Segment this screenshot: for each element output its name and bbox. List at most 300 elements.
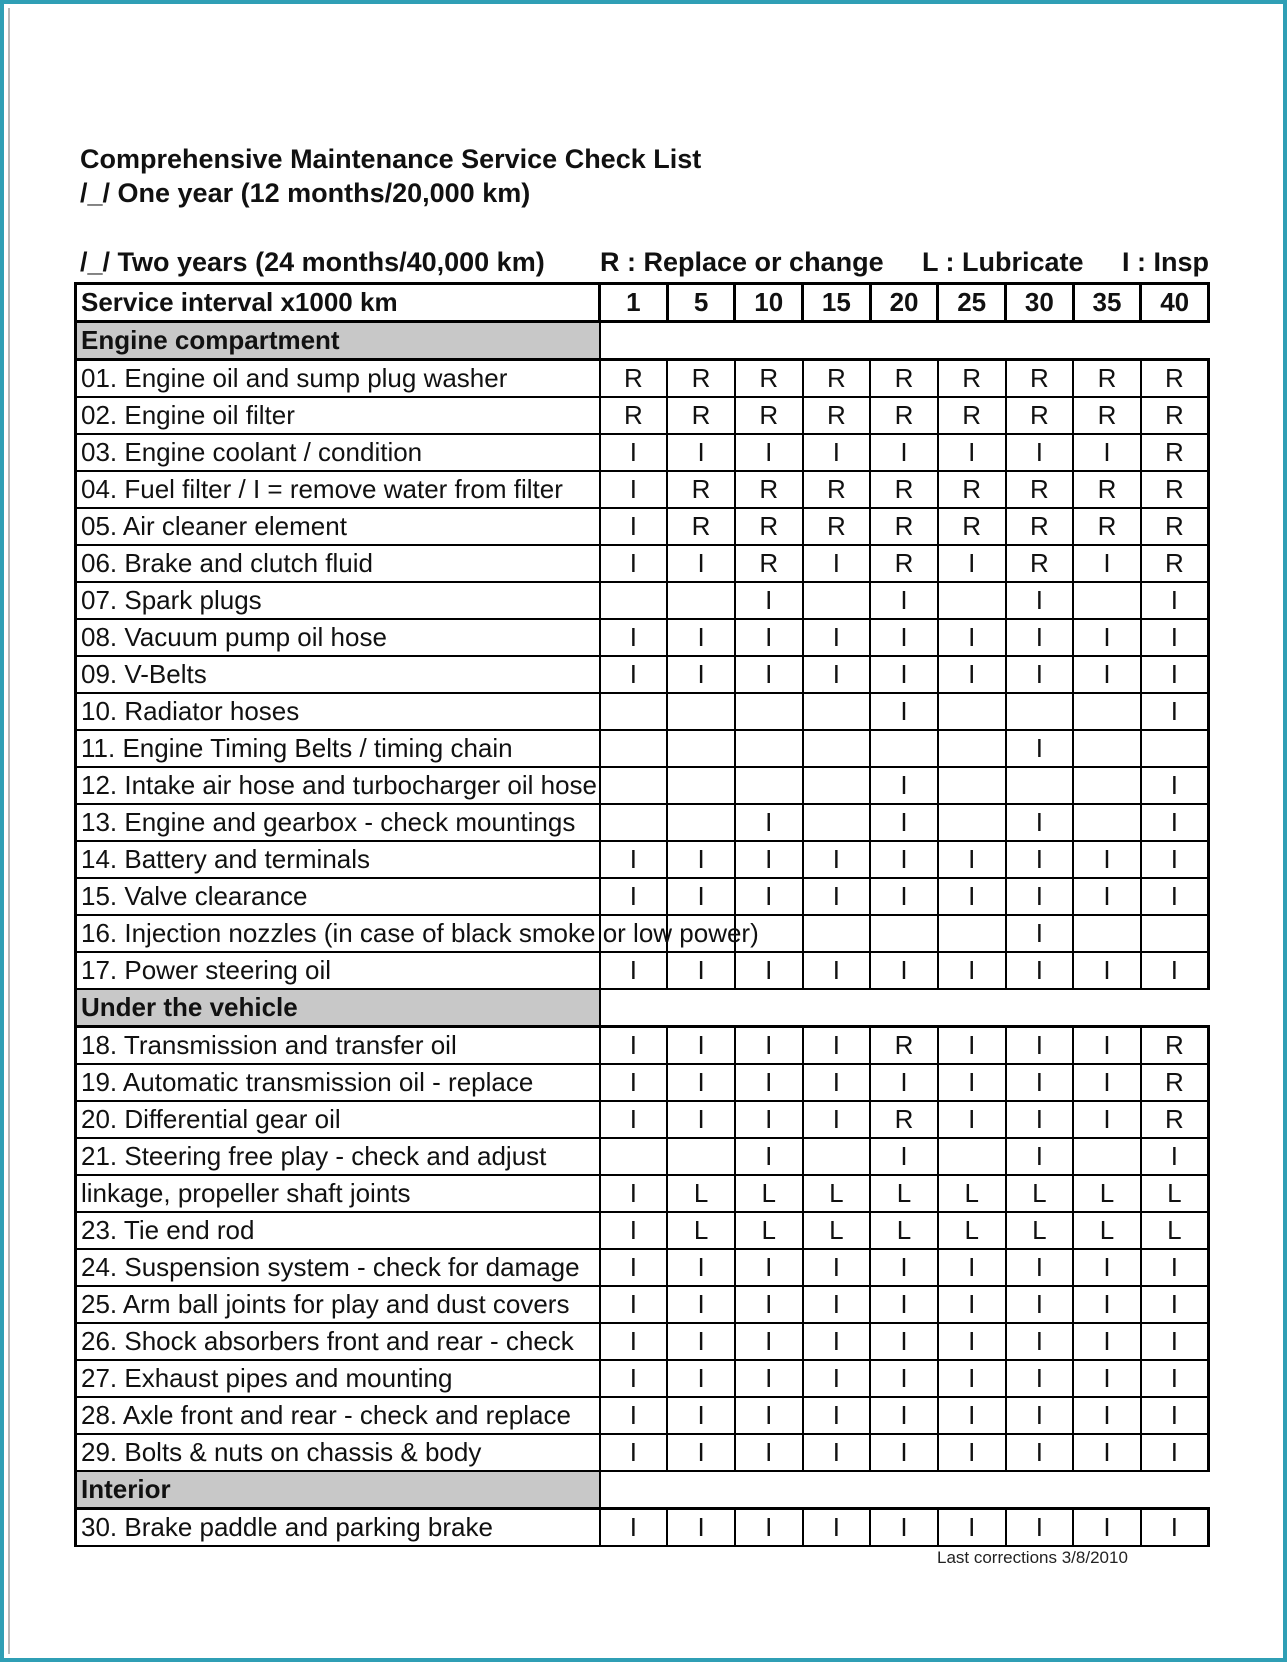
service-action-cell [667, 804, 735, 841]
service-action-cell: L [1073, 1175, 1141, 1212]
service-action-cell: I [1073, 1360, 1141, 1397]
service-item-label: 16. Injection nozzles (in case of black smoke or low power) [76, 915, 600, 952]
service-action-cell: I [803, 1064, 871, 1101]
service-action-cell: I [938, 1360, 1006, 1397]
service-action-cell: I [1141, 582, 1209, 619]
legend-replace: R : Replace or change [600, 247, 884, 277]
service-item-label: 21. Steering free play - check and adjust [76, 1138, 600, 1175]
table-row [76, 619, 1209, 656]
service-action-cell: R [600, 360, 668, 398]
service-action-cell: R [1006, 508, 1074, 545]
header-interval-40: 40 [1141, 284, 1209, 322]
service-item-label: 15. Valve clearance [76, 878, 600, 915]
service-action-cell: I [667, 1286, 735, 1323]
service-action-cell [1073, 767, 1141, 804]
table-row [76, 952, 1209, 989]
legend-inspect: I : Insp [1122, 247, 1209, 277]
service-action-cell: I [600, 878, 668, 915]
service-action-cell [803, 767, 871, 804]
service-action-cell: I [870, 878, 938, 915]
section-header-row [76, 322, 1209, 360]
service-action-cell: I [735, 841, 803, 878]
service-item-label: 02. Engine oil filter [76, 397, 600, 434]
service-item-label: 19. Automatic transmission oil - replace [76, 1064, 600, 1101]
service-action-cell [938, 1138, 1006, 1175]
table-row [76, 360, 1209, 398]
service-action-cell [667, 730, 735, 767]
service-action-cell: I [667, 619, 735, 656]
service-action-cell: I [600, 1323, 668, 1360]
header-interval-1: 1 [600, 284, 668, 322]
service-action-cell: I [1073, 1434, 1141, 1471]
table-row [76, 434, 1209, 471]
service-action-cell: I [1006, 1138, 1074, 1175]
service-action-cell: R [667, 508, 735, 545]
service-item-label: 20. Differential gear oil [76, 1101, 600, 1138]
service-action-cell: I [1141, 878, 1209, 915]
service-action-cell: I [1006, 804, 1074, 841]
service-item-label: 04. Fuel filter / I = remove water from filter [76, 471, 600, 508]
service-action-cell: I [938, 841, 1006, 878]
service-action-cell: I [1141, 952, 1209, 989]
service-action-cell: I [803, 878, 871, 915]
service-action-cell [938, 693, 1006, 730]
service-action-cell: I [1006, 1101, 1074, 1138]
service-action-cell: I [870, 1064, 938, 1101]
service-action-cell: I [735, 1027, 803, 1065]
service-action-cell: R [1073, 508, 1141, 545]
section-spacer [600, 989, 1209, 1027]
table-row [76, 471, 1209, 508]
service-action-cell: I [735, 656, 803, 693]
service-action-cell [1073, 804, 1141, 841]
service-action-cell: I [803, 619, 871, 656]
service-action-cell: I [735, 1397, 803, 1434]
service-action-cell: I [600, 1509, 668, 1547]
service-checklist-table [74, 282, 1210, 1547]
service-action-cell: I [938, 619, 1006, 656]
service-action-cell: L [667, 1175, 735, 1212]
service-action-cell: I [600, 508, 668, 545]
service-action-cell: I [870, 656, 938, 693]
section-spacer [600, 322, 1209, 360]
service-action-cell [1006, 693, 1074, 730]
service-action-cell: I [1006, 1434, 1074, 1471]
service-action-cell [600, 730, 668, 767]
service-item-label: 07. Spark plugs [76, 582, 600, 619]
service-action-cell: R [1141, 434, 1209, 471]
service-action-cell [1073, 915, 1141, 952]
service-action-cell [735, 730, 803, 767]
service-action-cell: R [870, 508, 938, 545]
service-action-cell [600, 804, 668, 841]
service-action-cell: R [803, 471, 871, 508]
service-action-cell: I [1006, 656, 1074, 693]
service-action-cell: I [870, 1360, 938, 1397]
service-action-cell: I [600, 471, 668, 508]
service-action-cell: R [1141, 1027, 1209, 1065]
table-row [76, 1323, 1209, 1360]
service-action-cell: I [938, 1397, 1006, 1434]
service-action-cell: R [735, 508, 803, 545]
service-action-cell: I [667, 656, 735, 693]
service-action-cell: I [938, 1434, 1006, 1471]
service-action-cell: I [803, 1101, 871, 1138]
service-action-cell: I [1006, 1249, 1074, 1286]
service-item-label: 18. Transmission and transfer oil [76, 1027, 600, 1065]
service-item-label: 24. Suspension system - check for damage [76, 1249, 600, 1286]
service-action-cell: I [1073, 545, 1141, 582]
service-action-cell: I [1006, 1397, 1074, 1434]
service-action-cell: I [600, 1175, 668, 1212]
service-action-cell: R [735, 360, 803, 398]
service-action-cell: I [1006, 1509, 1074, 1547]
service-action-cell: I [600, 1027, 668, 1065]
service-action-cell: I [735, 582, 803, 619]
service-action-cell: R [667, 360, 735, 398]
service-action-cell: I [735, 1064, 803, 1101]
service-action-cell: L [735, 1175, 803, 1212]
table-row [76, 1434, 1209, 1471]
table-row [76, 878, 1209, 915]
service-action-cell [938, 767, 1006, 804]
service-action-cell [803, 693, 871, 730]
service-action-cell: R [1141, 471, 1209, 508]
table-row [76, 730, 1209, 767]
service-item-label: 14. Battery and terminals [76, 841, 600, 878]
service-item-label: 28. Axle front and rear - check and replace [76, 1397, 600, 1434]
service-action-cell: I [667, 841, 735, 878]
service-action-cell: I [803, 1286, 871, 1323]
table-row [76, 1360, 1209, 1397]
service-action-cell: I [870, 804, 938, 841]
service-action-cell: I [1006, 841, 1074, 878]
table-row [76, 1064, 1209, 1101]
service-action-cell: R [803, 360, 871, 398]
service-action-cell [667, 767, 735, 804]
service-action-cell: I [803, 1323, 871, 1360]
service-item-label: 23. Tie end rod [76, 1212, 600, 1249]
service-action-cell [667, 693, 735, 730]
service-action-cell: I [1073, 878, 1141, 915]
service-action-cell: I [667, 1249, 735, 1286]
service-action-cell: I [600, 1397, 668, 1434]
service-action-cell: I [735, 1360, 803, 1397]
header-interval-30: 30 [1006, 284, 1074, 322]
service-action-cell: I [803, 434, 871, 471]
service-action-cell: I [600, 1249, 668, 1286]
service-action-cell [870, 915, 938, 952]
service-action-cell: I [1006, 1286, 1074, 1323]
service-action-cell: R [803, 508, 871, 545]
legend-lubricate: L : Lubricate [922, 247, 1084, 277]
service-action-cell: I [1073, 434, 1141, 471]
service-item-label: 25. Arm ball joints for play and dust covers [76, 1286, 600, 1323]
service-action-cell: R [1073, 471, 1141, 508]
service-action-cell: L [1006, 1175, 1074, 1212]
table-row [76, 397, 1209, 434]
header-interval-10: 10 [735, 284, 803, 322]
service-action-cell: I [1006, 952, 1074, 989]
service-action-cell: I [600, 1360, 668, 1397]
service-action-cell [803, 804, 871, 841]
service-action-cell [1073, 582, 1141, 619]
table-row [76, 804, 1209, 841]
header-interval-35: 35 [1073, 284, 1141, 322]
service-item-label: 08. Vacuum pump oil hose [76, 619, 600, 656]
service-action-cell: I [600, 545, 668, 582]
service-action-cell: I [938, 1286, 1006, 1323]
table-row [76, 545, 1209, 582]
service-item-label: 06. Brake and clutch fluid [76, 545, 600, 582]
table-row [76, 1212, 1209, 1249]
service-action-cell: I [667, 1509, 735, 1547]
section-spacer [600, 1471, 1209, 1509]
service-action-cell: I [735, 804, 803, 841]
service-action-cell: I [735, 434, 803, 471]
service-item-label: 17. Power steering oil [76, 952, 600, 989]
service-action-cell: R [735, 471, 803, 508]
service-action-cell: R [667, 397, 735, 434]
service-action-cell [1073, 693, 1141, 730]
service-action-cell: I [667, 952, 735, 989]
service-action-cell: I [600, 1286, 668, 1323]
service-action-cell: I [870, 693, 938, 730]
service-action-cell: R [1141, 1064, 1209, 1101]
service-action-cell: I [803, 1434, 871, 1471]
service-action-cell: I [667, 1360, 735, 1397]
service-item-label: 26. Shock absorbers front and rear - check [76, 1323, 600, 1360]
service-action-cell: L [1141, 1212, 1209, 1249]
service-action-cell: I [1141, 804, 1209, 841]
service-action-cell [938, 730, 1006, 767]
service-action-cell: I [1141, 1397, 1209, 1434]
service-action-cell: I [1141, 1138, 1209, 1175]
table-row [76, 582, 1209, 619]
service-action-cell: I [667, 1101, 735, 1138]
service-item-label: linkage, propeller shaft joints [76, 1175, 600, 1212]
service-action-cell: I [1006, 1360, 1074, 1397]
service-action-cell: R [870, 471, 938, 508]
service-action-cell: I [1141, 693, 1209, 730]
service-action-cell: R [1141, 1101, 1209, 1138]
service-action-cell: R [735, 545, 803, 582]
service-action-cell: I [1006, 619, 1074, 656]
table-row [76, 656, 1209, 693]
service-action-cell [938, 804, 1006, 841]
service-action-cell [938, 582, 1006, 619]
service-action-cell: I [1141, 1360, 1209, 1397]
service-action-cell: R [735, 397, 803, 434]
service-action-cell [600, 582, 668, 619]
service-action-cell: I [803, 1249, 871, 1286]
service-action-cell: I [870, 952, 938, 989]
service-action-cell [1073, 730, 1141, 767]
service-action-cell: I [1073, 1286, 1141, 1323]
service-action-cell: R [600, 397, 668, 434]
service-action-cell: I [600, 1101, 668, 1138]
service-action-cell: I [735, 1286, 803, 1323]
table-row [76, 767, 1209, 804]
service-action-cell: R [938, 360, 1006, 398]
service-action-cell [735, 693, 803, 730]
service-action-cell: L [1073, 1212, 1141, 1249]
service-action-cell: I [1073, 656, 1141, 693]
header-interval-5: 5 [667, 284, 735, 322]
service-action-cell: R [870, 1101, 938, 1138]
service-action-cell: R [1006, 360, 1074, 398]
service-action-cell: I [1073, 1249, 1141, 1286]
service-action-cell: I [1006, 434, 1074, 471]
option-two-years: /_/ Two years (24 months/40,000 km) [80, 247, 545, 277]
service-action-cell: I [803, 1397, 871, 1434]
service-action-cell: I [1141, 1249, 1209, 1286]
service-item-label: 12. Intake air hose and turbocharger oil hose [76, 767, 600, 804]
service-action-cell: I [667, 1397, 735, 1434]
service-action-cell: I [1006, 878, 1074, 915]
service-action-cell: I [870, 1509, 938, 1547]
service-action-cell: I [1006, 730, 1074, 767]
service-action-cell [938, 915, 1006, 952]
table-row [76, 693, 1209, 730]
service-action-cell: I [600, 656, 668, 693]
service-action-cell: I [870, 619, 938, 656]
table-row [76, 1138, 1209, 1175]
service-action-cell: I [1073, 841, 1141, 878]
service-action-cell: I [938, 545, 1006, 582]
service-action-cell: L [938, 1212, 1006, 1249]
service-action-cell: I [803, 952, 871, 989]
service-action-cell: I [803, 1509, 871, 1547]
service-item-label: 10. Radiator hoses [76, 693, 600, 730]
service-action-cell [803, 730, 871, 767]
service-action-cell [870, 730, 938, 767]
service-action-cell: I [600, 1212, 668, 1249]
service-action-cell: I [667, 1064, 735, 1101]
service-action-cell [1006, 767, 1074, 804]
service-action-cell [667, 1138, 735, 1175]
service-action-cell: I [735, 1101, 803, 1138]
service-action-cell: I [600, 841, 668, 878]
table-row [76, 1286, 1209, 1323]
service-action-cell: I [1006, 915, 1074, 952]
service-action-cell [803, 582, 871, 619]
service-action-cell: I [870, 434, 938, 471]
service-action-cell [600, 767, 668, 804]
service-action-cell: I [735, 1138, 803, 1175]
service-action-cell: R [803, 397, 871, 434]
service-action-cell: I [870, 1286, 938, 1323]
service-action-cell: R [1141, 545, 1209, 582]
service-action-cell: R [1141, 508, 1209, 545]
service-action-cell: I [1073, 1323, 1141, 1360]
service-action-cell: I [735, 1323, 803, 1360]
service-action-cell: I [870, 767, 938, 804]
service-action-cell: R [1073, 360, 1141, 398]
service-action-cell: R [938, 397, 1006, 434]
service-action-cell: R [1006, 397, 1074, 434]
service-action-cell: I [803, 656, 871, 693]
last-corrections-note: Last corrections 3/8/2010 [937, 1548, 1128, 1567]
service-action-cell: L [1141, 1175, 1209, 1212]
service-action-cell: I [600, 619, 668, 656]
service-action-cell: I [1141, 1286, 1209, 1323]
service-action-cell: I [938, 1064, 1006, 1101]
service-action-cell: I [870, 582, 938, 619]
service-action-cell [600, 693, 668, 730]
section-title: Interior [76, 1471, 600, 1509]
service-action-cell: R [1073, 397, 1141, 434]
service-action-cell: I [803, 841, 871, 878]
service-action-cell: I [938, 952, 1006, 989]
service-action-cell [803, 1138, 871, 1175]
service-action-cell: I [1006, 1027, 1074, 1065]
section-title: Under the vehicle [76, 989, 600, 1027]
service-action-cell: I [870, 1323, 938, 1360]
service-item-label: 05. Air cleaner element [76, 508, 600, 545]
header-service-interval: Service interval x1000 km [76, 284, 600, 322]
service-action-cell [1141, 915, 1209, 952]
service-item-label: 11. Engine Timing Belts / timing chain [76, 730, 600, 767]
service-action-cell: I [1141, 619, 1209, 656]
table-header-row [76, 284, 1209, 322]
service-action-cell: I [735, 1434, 803, 1471]
service-action-cell: I [600, 952, 668, 989]
service-action-cell: I [938, 1249, 1006, 1286]
service-action-cell [1073, 1138, 1141, 1175]
service-action-cell: I [1141, 1509, 1209, 1547]
service-action-cell: I [1006, 1323, 1074, 1360]
table-row [76, 1249, 1209, 1286]
document-title: Comprehensive Maintenance Service Check List [80, 144, 702, 174]
table-row [76, 1509, 1209, 1547]
service-action-cell: L [870, 1212, 938, 1249]
service-action-cell: I [735, 1509, 803, 1547]
service-action-cell: I [803, 1027, 871, 1065]
table-row [76, 1101, 1209, 1138]
service-item-label: 03. Engine coolant / condition [76, 434, 600, 471]
service-action-cell [600, 1138, 668, 1175]
section-header-row [76, 989, 1209, 1027]
service-action-cell: R [870, 397, 938, 434]
service-action-cell: L [803, 1175, 871, 1212]
service-action-cell: I [1073, 1101, 1141, 1138]
service-action-cell: I [1073, 1027, 1141, 1065]
service-action-cell: I [938, 1323, 1006, 1360]
service-action-cell: I [938, 1509, 1006, 1547]
service-action-cell: I [938, 878, 1006, 915]
legend-line [80, 247, 1210, 281]
service-action-cell [1141, 730, 1209, 767]
service-action-cell: I [735, 878, 803, 915]
service-action-cell: L [938, 1175, 1006, 1212]
service-action-cell: R [870, 360, 938, 398]
service-action-cell: L [803, 1212, 871, 1249]
service-action-cell: I [870, 1434, 938, 1471]
service-action-cell: L [667, 1212, 735, 1249]
service-action-cell [803, 915, 871, 952]
header-interval-25: 25 [938, 284, 1006, 322]
service-action-cell: R [1141, 360, 1209, 398]
service-action-cell: I [600, 434, 668, 471]
service-action-cell: R [938, 508, 1006, 545]
service-action-cell: I [600, 1434, 668, 1471]
service-action-cell: I [667, 1027, 735, 1065]
service-action-cell: R [1141, 397, 1209, 434]
service-action-cell: I [667, 434, 735, 471]
service-action-cell: I [1006, 582, 1074, 619]
section-header-row [76, 1471, 1209, 1509]
